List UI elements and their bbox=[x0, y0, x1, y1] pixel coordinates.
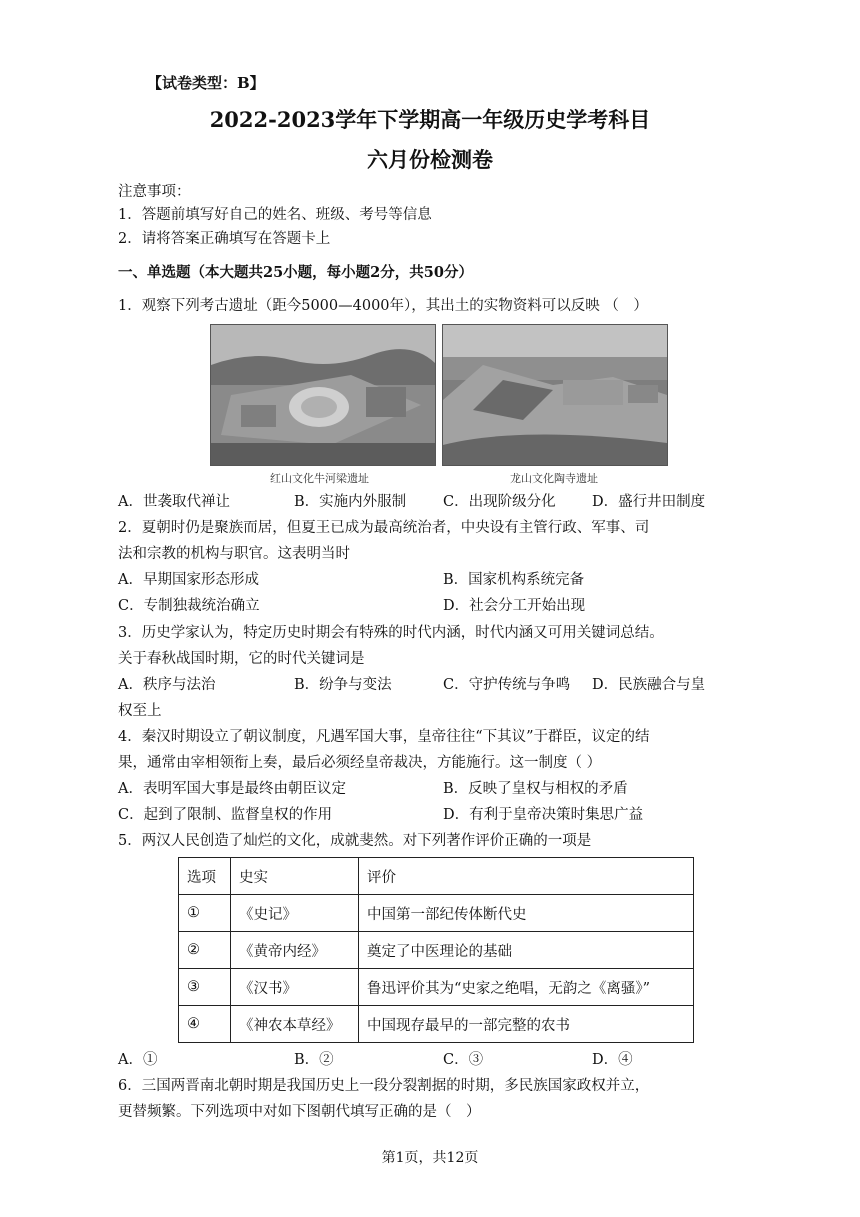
table-cell: ① bbox=[179, 895, 231, 932]
option-b: B．反映了皇权与相权的矛盾 bbox=[443, 781, 628, 797]
photo-caption-right: 龙山文化陶寺遗址 bbox=[510, 472, 598, 485]
question-2-stem: 2．夏朝时仍是聚族而居，但夏王已成为最高统治者，中央设有主管行政、军事、司 bbox=[118, 520, 650, 536]
option-c: C．守护传统与争鸣 bbox=[443, 677, 571, 693]
section-heading: 一、单选题（本大题共25小题，每小题2分，共50分） bbox=[118, 264, 473, 281]
exam-subtitle: 六月份检测卷 bbox=[367, 147, 493, 172]
option-a: A．世袭取代禅让 bbox=[118, 494, 230, 510]
question-3-stem: 3．历史学家认为，特定历史时期会有特殊的时代内涵，时代内涵又可用关键词总结。 bbox=[118, 625, 664, 641]
table-cell: ② bbox=[179, 932, 231, 969]
table-cell: 中国现存最早的一部完整的农书 bbox=[359, 1006, 694, 1043]
option-d: D．盛行井田制度 bbox=[592, 494, 706, 510]
notice-item: 1．答题前填写好自己的姓名、班级、考号等信息 bbox=[118, 207, 432, 223]
photo-caption-left: 红山文化牛河梁遗址 bbox=[270, 472, 369, 485]
table-header: 选项 bbox=[179, 858, 231, 895]
option-c: C．起到了限制、监督皇权的作用 bbox=[118, 807, 333, 823]
table-cell: 鲁迅评价其为“史家之绝唱，无韵之《离骚》” bbox=[359, 969, 694, 1006]
option-d: D．④ bbox=[592, 1052, 633, 1068]
table-cell: 中国第一部纪传体断代史 bbox=[359, 895, 694, 932]
table-cell: 《汉书》 bbox=[231, 969, 359, 1006]
option-d: D．民族融合与皇 bbox=[592, 677, 706, 693]
option-c: C．③ bbox=[443, 1052, 484, 1068]
table-header: 史实 bbox=[231, 858, 359, 895]
question-6-stem-cont: 更替频繁。下列选项中对如下图朝代填写正确的是（ ） bbox=[118, 1104, 481, 1120]
table-cell: 奠定了中医理论的基础 bbox=[359, 932, 694, 969]
question-3-stem-cont: 关于春秋战国时期，它的时代关键词是 bbox=[118, 651, 365, 667]
table-row bbox=[179, 932, 694, 969]
question-2-stem-cont: 法和宗教的机构与职官。这表明当时 bbox=[118, 546, 350, 562]
option-d: D．有利于皇帝决策时集思广益 bbox=[443, 807, 644, 823]
page-footer: 第1页，共12页 bbox=[381, 1150, 479, 1166]
question-6-stem: 6．三国两晋南北朝时期是我国历史上一段分裂割据的时期，多民族国家政权并立， bbox=[118, 1078, 650, 1094]
table-cell: 《黄帝内经》 bbox=[231, 932, 359, 969]
question-1-stem: 1．观察下列考古遗址（距今5000—4000年），其出土的实物资料可以反映 （ ） bbox=[118, 298, 648, 314]
table-header-row bbox=[179, 858, 694, 895]
question-4-stem-cont: 果，通常由宰相领衔上奏，最后必须经皇帝裁决，方能施行。这一制度（ ） bbox=[118, 755, 602, 771]
table-row bbox=[179, 1006, 694, 1043]
option-a: A．表明军国大事是最终由朝臣议定 bbox=[118, 781, 346, 797]
table-cell: ③ bbox=[179, 969, 231, 1006]
option-a: A．秩序与法治 bbox=[118, 677, 216, 693]
table-row bbox=[179, 969, 694, 1006]
option-b: B．国家机构系统完备 bbox=[443, 572, 585, 588]
question-5-stem: 5．两汉人民创造了灿烂的文化，成就斐然。对下列著作评价正确的一项是 bbox=[118, 833, 592, 849]
table-header: 评价 bbox=[359, 858, 694, 895]
option-d: D．社会分工开始出现 bbox=[443, 598, 586, 614]
paper-type-tag: 【试卷类型：B】 bbox=[147, 74, 265, 92]
option-b: B．实施内外服制 bbox=[294, 494, 407, 510]
table-row bbox=[179, 895, 694, 932]
works-table bbox=[178, 857, 694, 1043]
notice-item: 2．请将答案正确填写在答题卡上 bbox=[118, 231, 331, 247]
option-b: B．② bbox=[294, 1052, 334, 1068]
option-a: A．早期国家形态形成 bbox=[118, 572, 259, 588]
taosi-site-photo bbox=[442, 324, 668, 466]
notice-heading: 注意事项： bbox=[118, 184, 191, 200]
option-b: B．纷争与变法 bbox=[294, 677, 392, 693]
option-c: C．出现阶级分化 bbox=[443, 494, 556, 510]
question-4-stem: 4．秦汉时期设立了朝议制度，凡遇军国大事，皇帝往往“下其议”于群臣，议定的结 bbox=[118, 729, 650, 745]
table-cell: ④ bbox=[179, 1006, 231, 1043]
option-d-wrap: 权至上 bbox=[118, 703, 162, 719]
option-a: A．① bbox=[118, 1052, 158, 1068]
table-cell: 《神农本草经》 bbox=[231, 1006, 359, 1043]
option-c: C．专制独裁统治确立 bbox=[118, 598, 260, 614]
hongshan-site-photo bbox=[210, 324, 436, 466]
table-cell: 《史记》 bbox=[231, 895, 359, 932]
exam-title: 2022-2023学年下学期高一年级历史学考科目 bbox=[209, 107, 651, 132]
